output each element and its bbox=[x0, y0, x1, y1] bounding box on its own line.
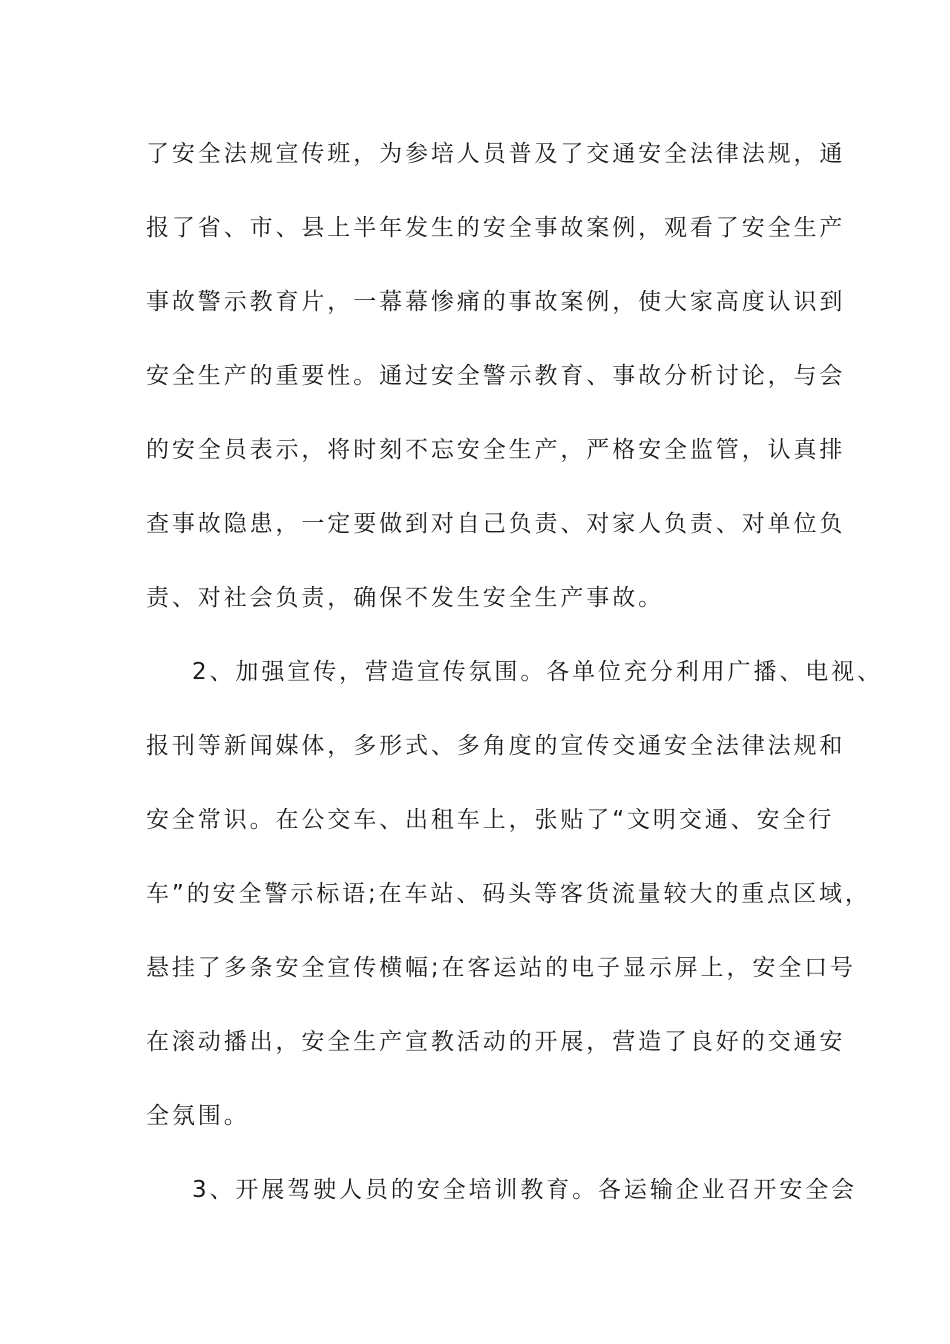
text-line: 安全常识。在公交车、出租车上，张贴了“文明交通、安全行 bbox=[146, 807, 835, 833]
text-line: 的安全员表示，将时刻不忘安全生产，严格安全监管，认真排 bbox=[146, 437, 846, 463]
paragraph-2-first-line: 2、加强宣传，营造宣传氛围。各单位充分利用广播、电视、 bbox=[192, 659, 883, 685]
text-line: 车”的安全警示标语;在车站、码头等客货流量较大的重点区域， bbox=[146, 881, 871, 907]
text-line: 报了省、市、县上半年发生的安全事故案例，观看了安全生产 bbox=[146, 215, 846, 241]
text-line: 了安全法规宣传班，为参培人员普及了交通安全法律法规，通 bbox=[146, 141, 846, 167]
text-line: 全氛围。 bbox=[146, 1103, 250, 1129]
text-line: 安全生产的重要性。通过安全警示教育、事故分析讨论，与会 bbox=[146, 363, 846, 389]
text-line: 责、对社会负责，确保不发生安全生产事故。 bbox=[146, 585, 664, 611]
text-line: 在滚动播出，安全生产宣教活动的开展，营造了良好的交通安 bbox=[146, 1029, 846, 1055]
paragraph-3-first-line: 3、开展驾驶人员的安全培训教育。各运输企业召开安全会 bbox=[192, 1177, 858, 1203]
text-line: 查事故隐患，一定要做到对自己负责、对家人负责、对单位负 bbox=[146, 511, 846, 537]
text-line: 报刊等新闻媒体，多形式、多角度的宣传交通安全法律法规和 bbox=[146, 733, 846, 759]
text-line: 悬挂了多条安全宣传横幅;在客运站的电子显示屏上，安全口号 bbox=[146, 955, 856, 981]
text-line: 事故警示教育片，一幕幕惨痛的事故案例，使大家高度认识到 bbox=[146, 289, 846, 315]
